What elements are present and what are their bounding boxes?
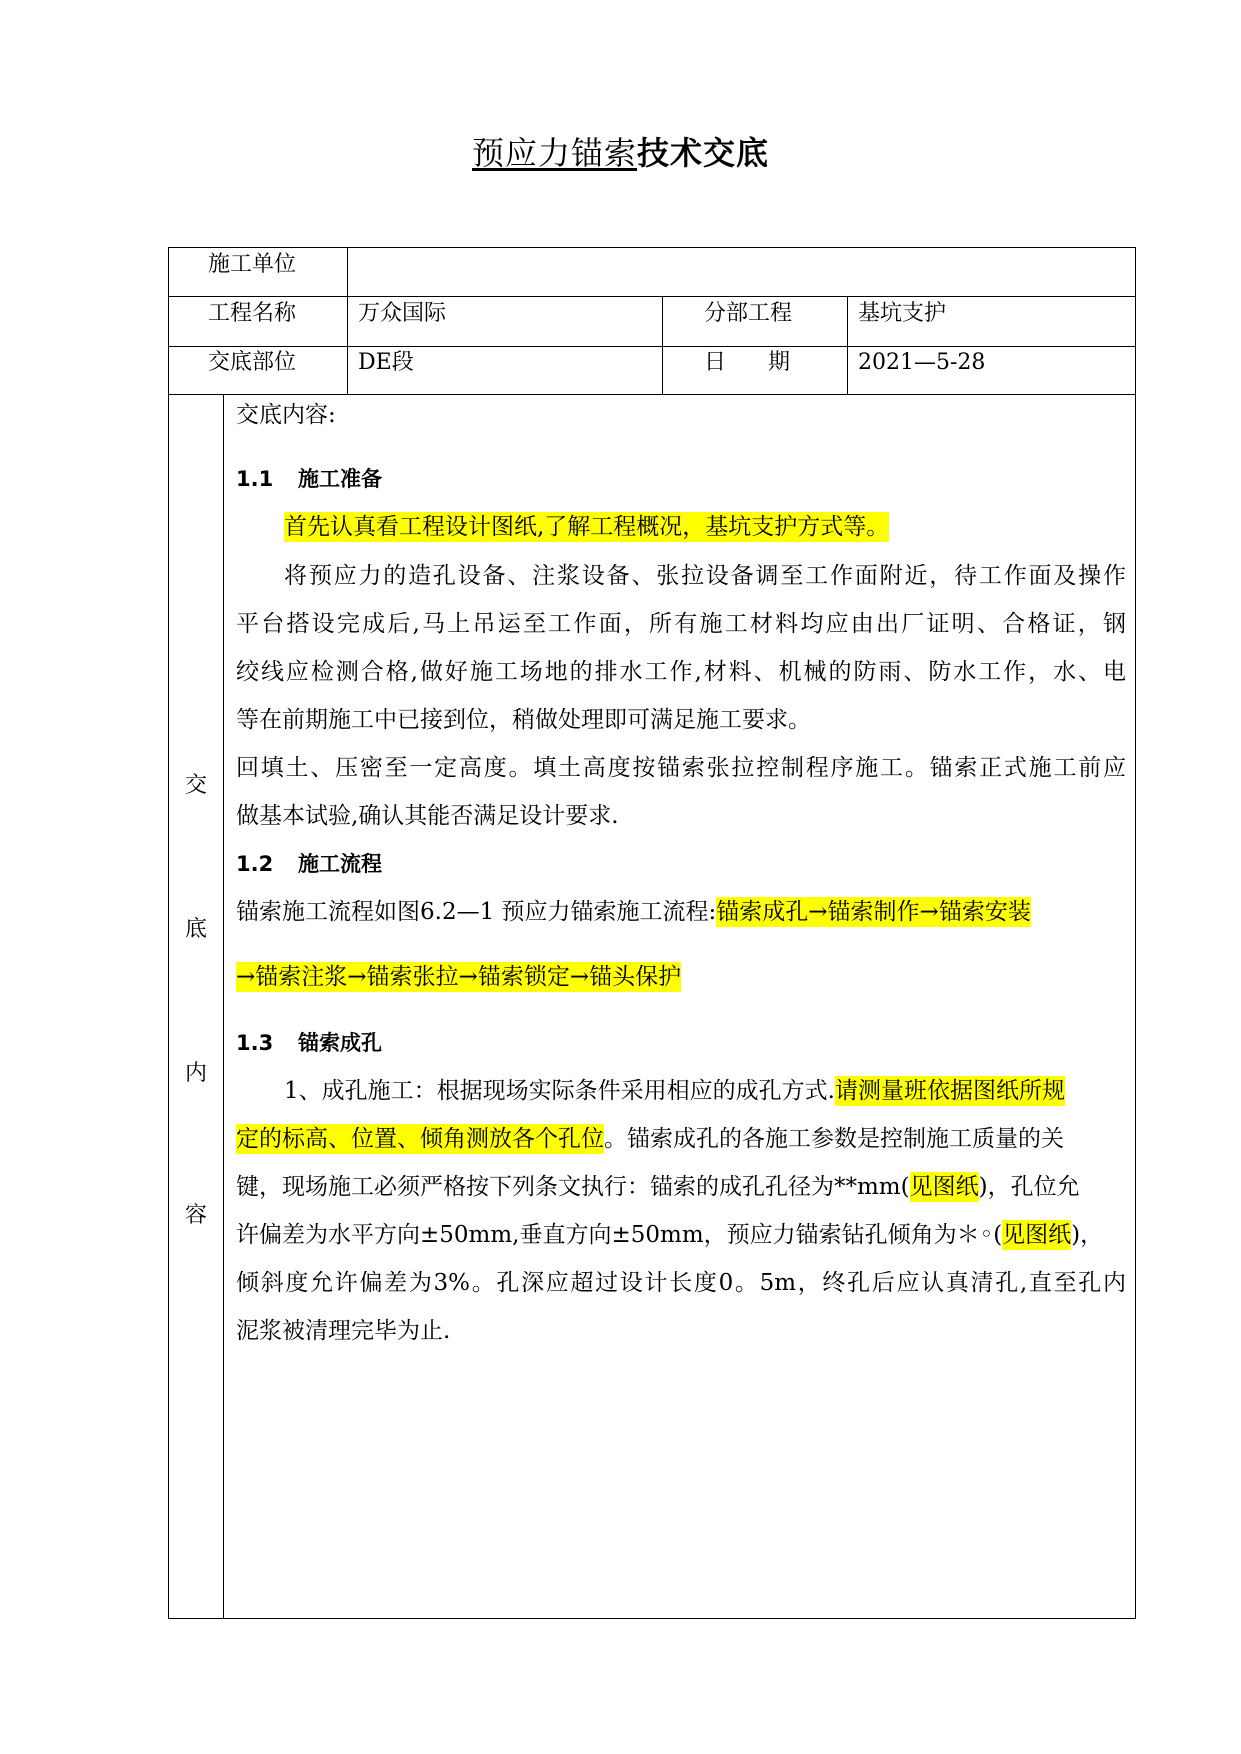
paragraph-line: 做基本试验,确认其能否满足设计要求. xyxy=(236,803,619,829)
location-label: 交底部位 xyxy=(208,350,297,375)
highlighted-text: 见图纸 xyxy=(909,1174,979,1200)
paragraph-line xyxy=(236,510,1126,544)
section-title: 施工流程 xyxy=(298,852,382,876)
side-label-char: 内 xyxy=(184,1061,207,1086)
highlighted-text: 请测量班依据图纸所规 xyxy=(834,1078,1065,1104)
side-label-char: 容 xyxy=(184,1203,207,1228)
text-run: )，孔位允 xyxy=(978,1174,1080,1200)
date-label: 日 期 xyxy=(704,350,790,375)
highlighted-text: →锚索注浆→锚索张拉→锚索锁定→锚头保护 xyxy=(236,964,682,990)
table-rule xyxy=(168,296,1136,297)
section-heading xyxy=(236,462,1126,496)
paragraph-line: 倾斜度允许偏差为3%。孔深应超过设计长度0。5m，终孔后应认真清孔,直至孔内 xyxy=(236,1270,1126,1296)
content-intro: 交底内容: xyxy=(236,402,336,428)
paragraph-line xyxy=(236,1218,1126,1252)
title-bold: 技术交底 xyxy=(637,134,770,172)
location-value: DE段 xyxy=(358,350,414,375)
paragraph-line xyxy=(236,1122,1126,1156)
section-title: 施工准备 xyxy=(298,467,382,491)
project-label: 工程名称 xyxy=(208,301,297,326)
highlighted-text: 锚索成孔→锚索制作→锚索安装 xyxy=(716,899,1031,925)
disclosure-table xyxy=(168,247,1136,1619)
paragraph-line: 等在前期施工中已接到位，稍做处理即可满足施工要求。 xyxy=(236,707,811,733)
date-value: 2021—5-28 xyxy=(858,350,986,375)
paragraph-line xyxy=(236,1074,1126,1108)
section-heading xyxy=(236,847,1126,881)
highlighted-text: 定的标高、位置、倾角测放各个孔位 xyxy=(236,1126,604,1152)
paragraph-line: 泥浆被清理完毕为止. xyxy=(236,1318,451,1344)
section-number: 1.1 xyxy=(236,467,274,491)
text-run: )， xyxy=(1071,1222,1104,1248)
section-number: 1.2 xyxy=(236,852,274,876)
highlighted-text: 见图纸 xyxy=(1002,1222,1072,1248)
highlighted-text: 首先认真看工程设计图纸,了解工程概况，基坑支护方式等。 xyxy=(284,514,890,540)
text-run: 。锚索成孔的各施工参数是控制施工质量的关 xyxy=(604,1126,1064,1152)
table-rule xyxy=(347,247,348,395)
section-title: 锚索成孔 xyxy=(298,1031,382,1055)
side-label-char: 底 xyxy=(184,917,207,942)
paragraph-line: 平台搭设完成后,马上吊运至工作面，所有施工材料均应由出厂证明、合格证，钢 xyxy=(236,611,1126,637)
text-run: 1、成孔施工：根据现场实际条件采用相应的成孔方式. xyxy=(284,1078,835,1104)
paragraph-line xyxy=(236,1170,1126,1204)
text-run: 锚索施工流程如图6.2—1 预应力锚索施工流程: xyxy=(236,899,717,925)
table-rule xyxy=(847,296,848,395)
section-number: 1.3 xyxy=(236,1031,274,1055)
project-value: 万众国际 xyxy=(358,301,447,326)
text-run: 键，现场施工必须严格按下列条文执行：锚索的成孔孔径为**mm( xyxy=(236,1174,910,1200)
paragraph-line: 回填土、压密至一定高度。填土高度按锚索张拉控制程序施工。锚索正式施工前应 xyxy=(236,755,1126,781)
section-heading xyxy=(236,1026,1126,1060)
table-rule xyxy=(223,394,224,1619)
paragraph-line xyxy=(236,960,1126,994)
table-rule xyxy=(168,346,1136,347)
document-title xyxy=(0,128,1241,174)
division-value: 基坑支护 xyxy=(858,301,947,326)
title-underlined: 预应力锚索 xyxy=(471,134,637,172)
table-rule xyxy=(662,296,663,395)
table-rule xyxy=(168,394,1136,395)
paragraph-line: 将预应力的造孔设备、注浆设备、张拉设备调至工作面附近，待工作面及操作 xyxy=(284,563,1126,589)
unit-label: 施工单位 xyxy=(208,252,297,277)
side-label-char: 交 xyxy=(184,773,207,798)
paragraph-line xyxy=(236,895,1126,929)
text-run: 许偏差为水平方向±50mm,垂直方向±50mm，预应力锚索钻孔倾角为＊◦( xyxy=(236,1222,1003,1248)
paragraph-line: 绞线应检测合格,做好施工场地的排水工作,材料、机械的防雨、防水工作，水、电 xyxy=(236,659,1126,685)
division-label: 分部工程 xyxy=(704,301,793,326)
